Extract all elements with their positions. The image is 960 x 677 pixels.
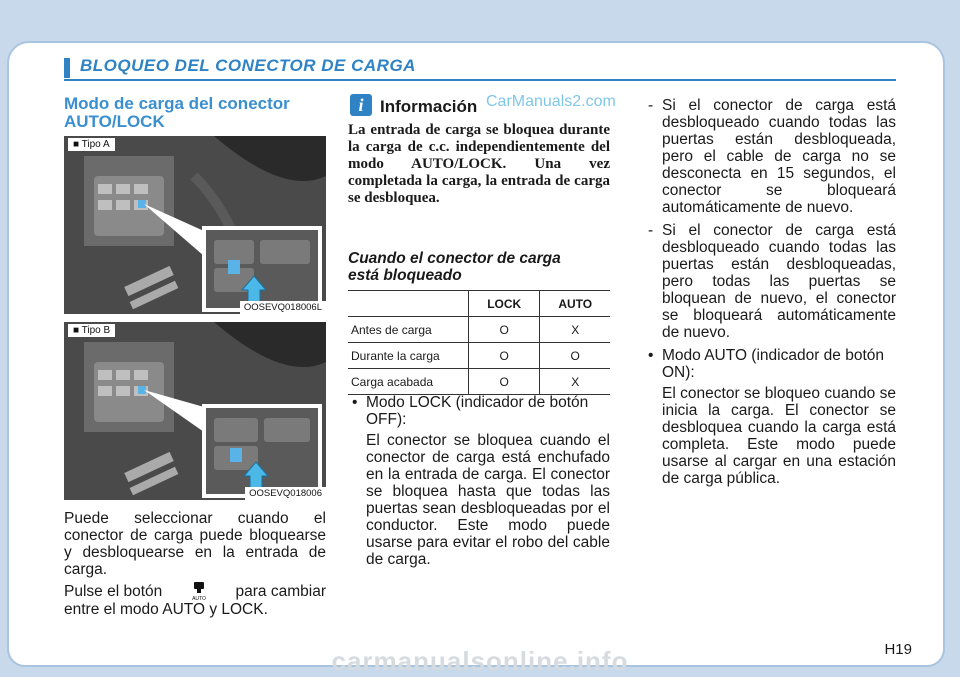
table-row [348, 343, 610, 369]
left-para-2-a: Pulse el botón [64, 582, 163, 600]
bullet-auto-text: El conector se bloqueo cuando se inicia la carga. El conector se desbloquea cuando la carga está completa. Este modo puede usarse al cargar en una estación de carga pública. [662, 385, 896, 487]
section-bar [64, 58, 70, 78]
locked-subheading-line1: Cuando el conector de carga [348, 250, 561, 267]
table-cell-auto: O [540, 343, 610, 369]
lock-table [348, 290, 610, 395]
svg-text:AUTO: AUTO [191, 596, 206, 601]
right-column [648, 97, 896, 487]
table-cell-lock: O [469, 369, 540, 395]
table-header-row [348, 291, 610, 317]
bullet-dot-icon: • [648, 347, 654, 364]
bullet-lock-title-row [352, 394, 610, 428]
left-heading-line1: Modo de carga del conector [64, 94, 290, 113]
left-para-2-b: para cambiar [235, 582, 326, 600]
table-row [348, 317, 610, 343]
table-cell-label: Antes de carga [348, 317, 469, 343]
table-header-empty [348, 291, 469, 317]
left-heading [64, 95, 326, 131]
carmanuals-watermark: CarManuals2.com [486, 93, 616, 110]
figure-b-code: OOSEVQ018006 [245, 487, 326, 500]
bullet-lock-text: El conector se bloquea cuando el conector de carga está enchufado en la entrada de carga. El conector se bloquea hasta que todas las puertas sean desbloqueadas por el conductor. Este modo puede usarse para evitar el robo del cable de carga. [366, 432, 610, 568]
figure-a-tag: ■ Tipo A [68, 138, 115, 151]
bullet-lock-title: Modo LOCK (indicador de botón OFF): [366, 394, 589, 428]
dash-item-2-text: Si el conector de carga está desbloqueado cuando todas las puertas están desbloqueadas, pero todas las puertas se bloquean de nuevo, el conector se bloqueará automáticamente de nuevo. [662, 222, 896, 341]
dash-marker: - [648, 97, 654, 114]
section-title: BLOQUEO DEL CONECTOR DE CARGA [80, 56, 416, 75]
locked-subheading [348, 250, 610, 284]
figure-type-a [64, 136, 326, 314]
table-cell-label: Carga acabada [348, 369, 469, 395]
info-icon: i [350, 94, 372, 116]
info-text [348, 122, 610, 207]
dash-item-1-text: Si el conector de carga está desbloqueado cuando todas las puertas están desbloqueada, pero el cable de carga no se desconecta en 15 segundos, el conector se bloqueará automáticamente de nuevo. [662, 97, 896, 216]
figure-type-b [64, 322, 326, 500]
left-para-1-text: Puede seleccionar cuando el conector de carga puede bloquearse y desbloquearse en la entrada de carga. [64, 510, 326, 578]
auto-button-icon [190, 581, 208, 601]
dash-item-2 [648, 222, 896, 341]
bullet-auto-title: Modo AUTO (indicador de botón ON): [662, 347, 885, 381]
dash-marker: - [648, 222, 654, 239]
table-row [348, 369, 610, 395]
bullet-lock-mode [352, 394, 610, 568]
page-number: H19 [884, 641, 912, 658]
table-header-auto: AUTO [540, 291, 610, 317]
table-cell-auto: X [540, 369, 610, 395]
footer-watermark: carmanualsonline.info [331, 646, 629, 676]
dashboard-illustration-a [64, 136, 326, 314]
locked-subheading-line2: está bloqueado [348, 267, 462, 284]
left-para-1 [64, 510, 326, 578]
figure-a-code: OOSEVQ018006L [240, 301, 326, 314]
table-cell-lock: O [469, 317, 540, 343]
dash-item-1 [648, 97, 896, 216]
bullet-auto-title-row [648, 347, 896, 381]
section-rule [64, 79, 896, 81]
bullet-dot-icon: • [352, 394, 358, 411]
table-header-lock: LOCK [469, 291, 540, 317]
table-cell-label: Durante la carga [348, 343, 469, 369]
table-cell-lock: O [469, 343, 540, 369]
table-cell-auto: X [540, 317, 610, 343]
info-text-body: La entrada de carga se bloquea durante la carga de c.c. independientemente del modo AUTO/LOCK. Una vez completada la carga, la entrada de carga se desbloquea. [348, 122, 610, 206]
left-heading-line2: AUTO/LOCK [64, 112, 165, 131]
left-para-2-line1 [64, 581, 326, 601]
dashboard-illustration-b [64, 322, 326, 500]
info-title: Información [380, 97, 478, 116]
left-para-2 [64, 581, 326, 618]
figure-b-tag: ■ Tipo B [68, 324, 115, 337]
left-para-2-c: entre el modo AUTO y LOCK. [64, 601, 268, 618]
